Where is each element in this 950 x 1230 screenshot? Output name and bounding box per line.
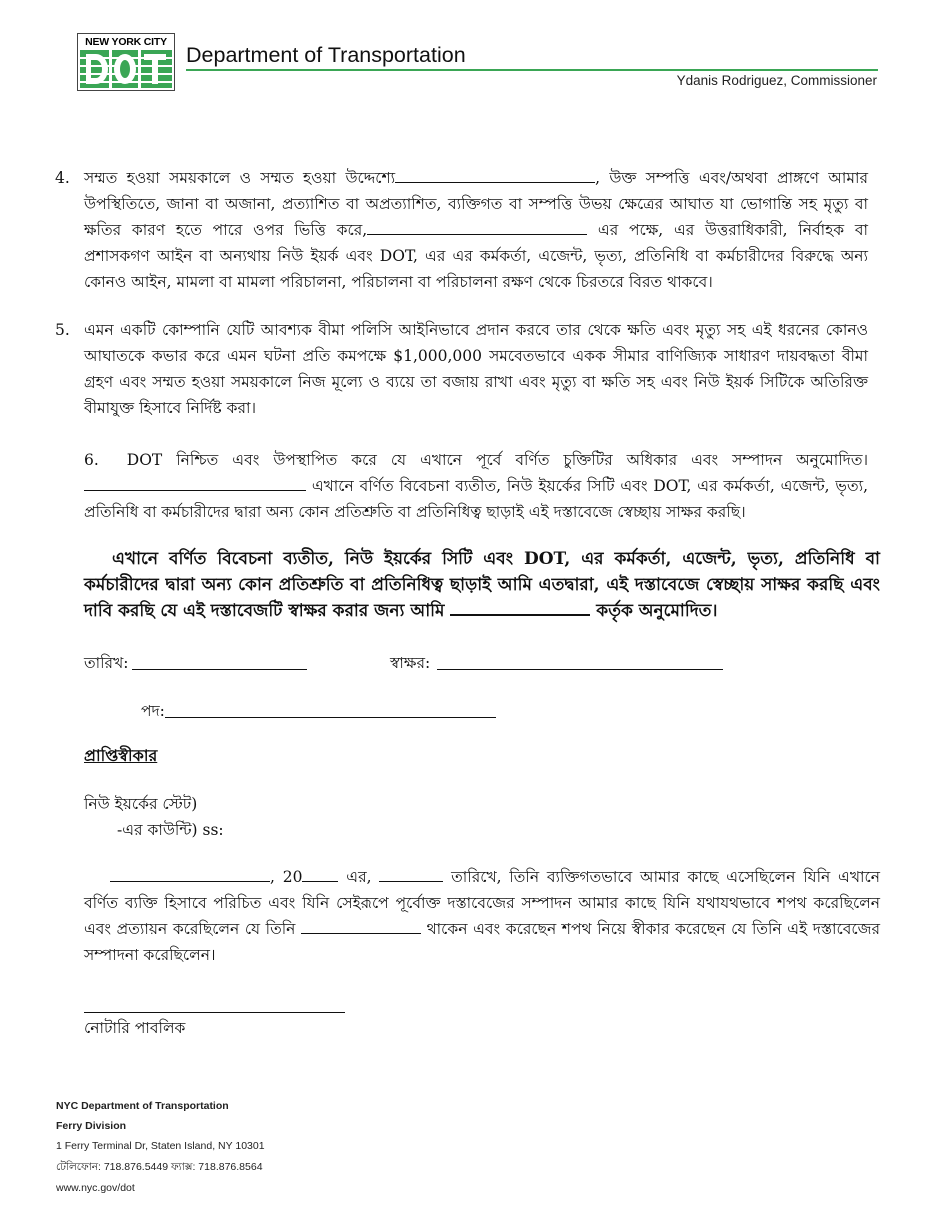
title-label: পদ: [141, 702, 165, 720]
paragraph-6 [84, 447, 868, 525]
paragraph-4 [84, 165, 868, 295]
declaration-paragraph [84, 546, 880, 624]
footer-division: Ferry Division [56, 1120, 127, 1132]
dot-logo-mark [80, 50, 172, 88]
footer-website[interactable]: www.nyc.gov/dot [56, 1182, 135, 1194]
ack-text-c: তারিখে, তিনি ব্যক্তিগতভাবে আমার কাছে এসেছিলেন যিনি এখানে বর্ণিত ব্যক্তি হিসাবে পরিচিত এবং যিনি সেইরূপে পূর্বোক্ত দস্তাবেজের সম্পাদন আমার কাছে যিনি যথাযথভাবে শপথ করেছিলেন এবং প্রত্যায়ন করেছিলেন যে তিনি [84, 868, 881, 938]
ack-text-d: থাকেন এবং করেছেন শপথ নিয়ে স্বীকার করেছেন যে তিনি এই দস্তাবেজের সম্পাদনা করেছিলেন। [84, 920, 880, 964]
county-line: -এর কাউন্টি) ss: [117, 821, 224, 839]
ack-residence-blank[interactable] [301, 919, 421, 934]
paragraph-4-text-b: , উক্ত সম্পত্তি এবং/অথবা প্রাঙ্গণে আমার উপস্থিতিতে, জানা বা অজানা, প্রত্যাশিত বা অপ্রত্যাশিত, ব্যক্তিগত বা সম্পত্তি উভয় ক্ষেত্রের আঘাত যা ভোগান্তি সহ মৃত্যু বা ক্ষতির কারণ হতে পারে ওপর ভিত্তি করে, [84, 169, 868, 239]
paragraph-5-number: 5. [55, 321, 70, 339]
paragraph-5: এমন একটি কোম্পানি যেটি আবশ্যক বীমা পলিসি আইনিভাবে প্রদান করবে তার থেকে ক্ষতি এবং মৃত্যু সহ এই ধরনের কোনও আঘাতকে কভার করে এমন ঘটনা প্রতি কমপক্ষে $1,000,000 সমবেতভাবে একক সীমার বাণিজ্যিক সাধারণ দায়বদ্ধতা বীমা গ্রহণ এবং সম্মত হওয়া সময়কালে নিজ মূল্যে ও ব্যয়ে তা বজায় রাখা এবং মৃত্যু বা ক্ষতি সহ এবং নিউ ইয়র্ক সিটিকে অতিরিক্ত বীমাযুক্ত হিসাবে নির্দিষ্ট করা। [84, 321, 868, 417]
acknowledgment-paragraph [84, 864, 880, 968]
date-input-line[interactable] [132, 669, 307, 670]
ack-text-a: , 20 [270, 868, 303, 886]
paragraph-6-text-b: এখানে বর্ণিত বিবেচনা ব্যতীত, নিউ ইয়র্কের সিটি এবং DOT, এর কর্মকর্তা, এজেন্ট, ভৃত্য, প্রতিনিধি বা কর্মচারীদের দ্বারা অন্য কোন প্রতিশ্রুতি বা প্রতিনিধিত্ব ছাড়াই এই দস্তাবেজে স্বেচ্ছায় সাক্ষর করছি। [84, 477, 868, 521]
logo-text: NEW YORK CITY [85, 36, 167, 48]
title-input-line[interactable] [165, 717, 496, 718]
commissioner-name: Ydanis Rodriguez, Commissioner [676, 73, 877, 88]
paragraph-6-text-a: DOT নিশ্চিত এবং উপস্থাপিত করে যে এখানে পূর্বে বর্ণিত চুক্তিটির অধিকার এবং সম্পাদন অনুমোদিত। [126, 451, 868, 469]
nyc-dot-logo [77, 33, 175, 91]
paragraph-4-blank-2[interactable] [367, 220, 587, 235]
ack-day-blank[interactable] [110, 867, 270, 882]
declaration-blank[interactable] [450, 600, 590, 616]
paragraph-4-number: 4. [55, 169, 70, 187]
footer-org: NYC Department of Transportation [56, 1100, 229, 1112]
paragraph-4-text-c: এর পক্ষে, এর উত্তরাধিকারী, নির্বাহক বা প্রশাসকগণ আইন বা অন্যথায় নিউ ইয়র্ক এবং DOT, এর এর কর্মকর্তা, এজেন্ট, ভৃত্য, প্রতিনিধি বা কর্মচারীদের বিরুদ্ধে অন্য কোনও আইন, মামলা বা মামলা পরিচালনা, পরিচালনা বা পরিচালনা রক্ষণ থেকে চিরতরে বিরত থাকবে। [84, 221, 868, 291]
footer-phone: টেলিফোন: 718.876.5449 ফ্যাক্স: 718.876.8564 [56, 1161, 263, 1173]
acknowledgment-heading: প্রাপ্তিস্বীকার [84, 746, 158, 765]
ack-text-b: এর, [338, 868, 380, 886]
ack-month-blank[interactable] [379, 867, 443, 882]
paragraph-4-blank-1[interactable] [395, 168, 595, 183]
paragraph-6-number: 6. [84, 451, 99, 469]
notary-signature-line[interactable] [84, 1012, 345, 1013]
date-label: তারিখ: [84, 654, 129, 672]
declaration-text-a: এখানে বর্ণিত বিবেচনা ব্যতীত, নিউ ইয়র্কের সিটি এবং DOT, এর কর্মকর্তা, এজেন্ট, ভৃত্য, প্রতিনিধি বা কর্মচারীদের দ্বারা অন্য কোন প্রতিশ্রুতি বা প্রতিনিধিত্ব ছাড়াই আমি এতদ্বারা, এই দস্তাবেজে স্বেচ্ছায় সাক্ষর করছি এবং দাবি করছি যে এই দস্তাবেজটি স্বাক্ষর করার জন্য আমি [84, 549, 880, 621]
ack-year-blank[interactable] [302, 867, 338, 882]
paragraph-6-blank[interactable] [84, 476, 306, 491]
footer-address: 1 Ferry Terminal Dr, Staten Island, NY 10301 [56, 1140, 265, 1152]
state-line: নিউ ইয়র্কের স্টেট) [84, 795, 198, 813]
signature-label: স্বাক্ষর: [390, 654, 431, 672]
department-title: Department of Transportation [186, 43, 466, 67]
header-divider [186, 69, 878, 71]
declaration-text-b: কর্তৃক অনুমোদিত। [590, 601, 718, 621]
notary-label: নোটারি পাবলিক [84, 1019, 186, 1037]
paragraph-4-text-a: সম্মত হওয়া সময়কালে ও সম্মত হওয়া উদ্দেশ্যে [84, 169, 396, 187]
signature-input-line[interactable] [437, 669, 723, 670]
